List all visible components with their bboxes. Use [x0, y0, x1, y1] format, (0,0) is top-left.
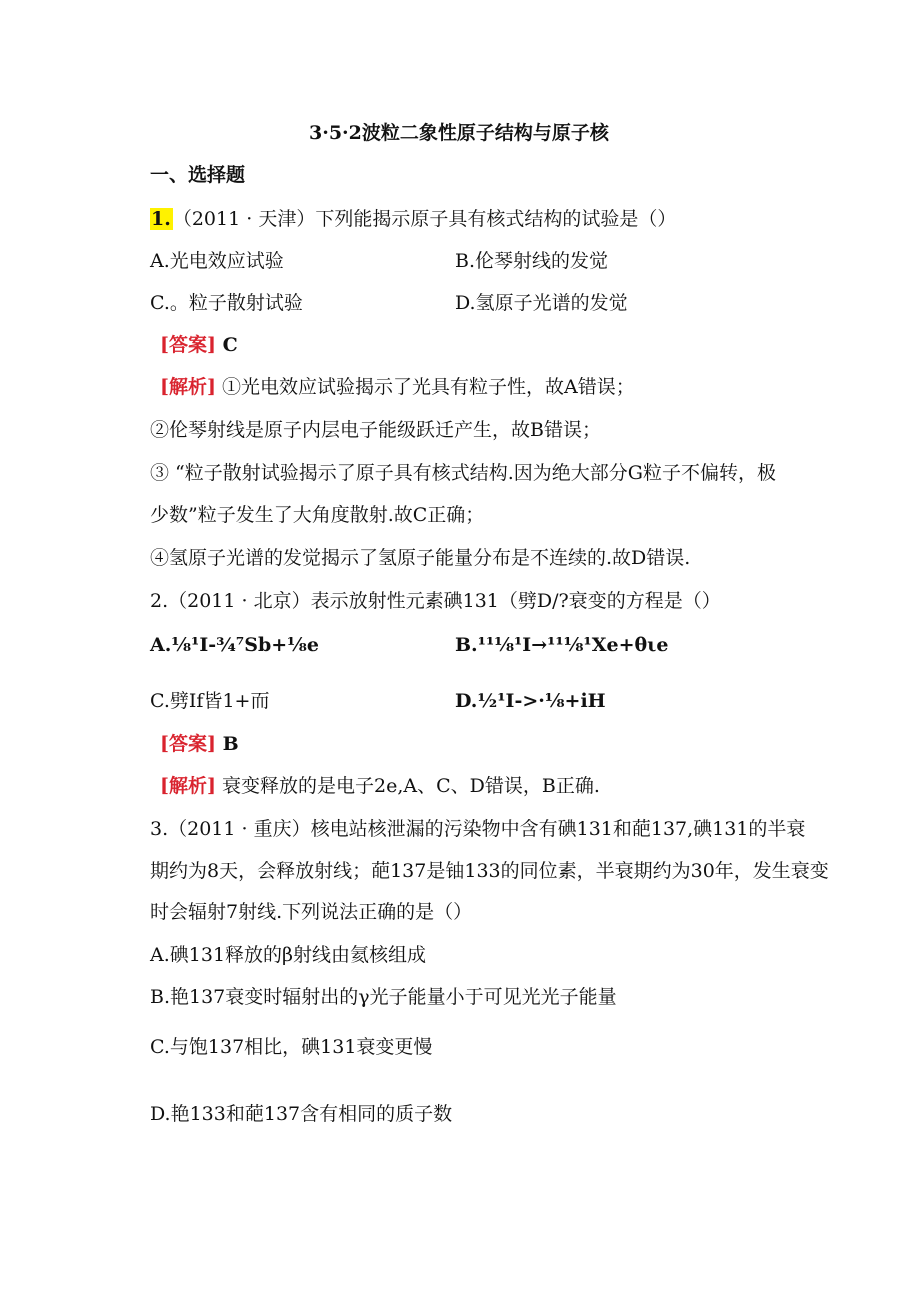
question-3-line-3: 时会辐射7射线.下列说法正确的是（） — [150, 901, 473, 923]
question-1-number: 1. — [151, 208, 171, 230]
answer-label: [答案] — [160, 334, 216, 356]
analysis-label: [解析] — [160, 376, 216, 398]
question-1-analysis-5: ④氢原子光谱的发觉揭示了氢原子能量分布是不连续的.故D错误. — [150, 547, 691, 569]
question-2-answer — [160, 731, 239, 757]
question-2-option-c: C.劈If皆1+而 — [150, 690, 270, 712]
question-2-analysis — [160, 773, 600, 799]
question-1-option-c: C.。粒子散射试验 — [150, 292, 303, 314]
question-1-answer — [160, 332, 238, 358]
analysis-text: ①光电效应试验揭示了光具有粒子性，故A错误； — [215, 376, 635, 398]
question-3-line-1: 3.（2011 · 重庆）核电站核泄漏的污染物中含有碘131和葩137,碘131的半衰 — [150, 818, 806, 840]
question-2: 2.（2011 · 北京）表示放射性元素碘131（劈D/?衰变的方程是（） — [150, 590, 721, 612]
question-1-option-b: B.伦琴射线的发觉 — [455, 250, 609, 272]
question-3-option-a: A.碘131释放的β射线由氦核组成 — [150, 944, 427, 966]
question-1-option-d: D.氢原子光谱的发觉 — [455, 292, 628, 314]
analysis-text: 衰变释放的是电子2e,A、C、D错误，B正确. — [215, 775, 600, 797]
question-1-analysis-3: ③ “粒子散射试验揭示了原子具有核式结构.因为绝大部分G粒子不偏转，极 — [150, 462, 776, 484]
question-3-option-b: B.艳137衰变时辐射出的γ光子能量小于可见光光子能量 — [150, 986, 617, 1008]
question-1-analysis-1 — [160, 374, 635, 400]
answer-label: [答案] — [160, 733, 216, 755]
question-2-option-a: A.⅛¹I-¾⁷Sb+⅛e — [150, 634, 319, 656]
section-heading: 一、选择题 — [150, 164, 246, 186]
question-1-analysis-2: ②伦琴射线是原子内层电子能级跃迁产生，故B错误； — [150, 419, 601, 441]
question-2-option-b: B.¹¹⅛¹I→¹¹⅛¹Xe+θιe — [455, 634, 669, 656]
question-1-option-a: A.光电效应试验 — [150, 250, 284, 272]
answer-value: B — [215, 733, 239, 755]
page-title: 3·5·2波粒二象性原子结构与原子核 — [309, 122, 609, 144]
analysis-label: [解析] — [160, 775, 216, 797]
question-2-option-d: D.½¹I->·⅛+iH — [455, 690, 606, 712]
question-3-option-d: D.艳133和葩137含有相同的质子数 — [150, 1103, 453, 1125]
question-1 — [150, 206, 676, 232]
question-1-analysis-4: 少数”粒子发生了大角度散射.故C正确； — [150, 504, 485, 526]
question-1-stem: （2011 · 天津）下列能揭示原子具有核式结构的试验是（） — [172, 208, 677, 230]
question-3-option-c: C.与饱137相比，碘131衰变更慢 — [150, 1036, 433, 1058]
answer-value: C — [215, 334, 238, 356]
question-3-line-2: 期约为8天，会释放射线；葩137是铀133的同位素，半衰期约为30年，发生衰变 — [150, 860, 829, 882]
